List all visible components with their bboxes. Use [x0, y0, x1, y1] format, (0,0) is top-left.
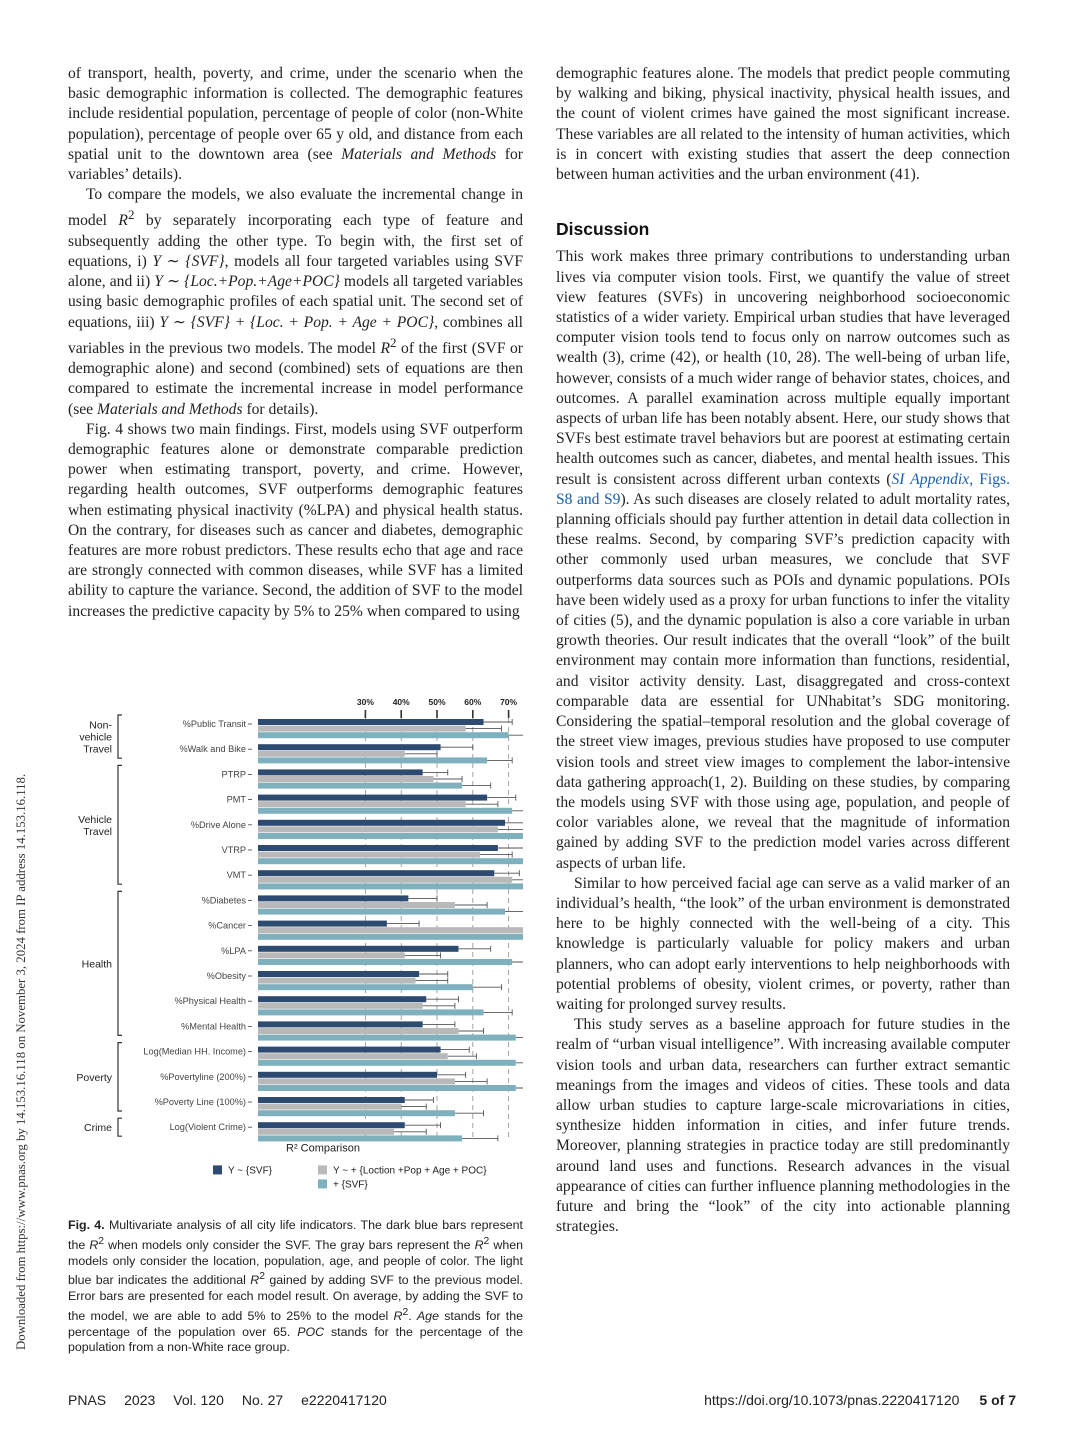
bar-demographic	[258, 826, 498, 832]
bar-svf	[258, 870, 494, 876]
legend-swatch-svf	[213, 1165, 222, 1174]
group-label: Travel	[83, 825, 112, 838]
legend-label-svf: Y ~ {SVF}	[228, 1165, 273, 1177]
bar-combined	[258, 959, 512, 965]
category-label: %Diabetes	[201, 895, 246, 906]
figure-4	[68, 690, 523, 1210]
bar-combined	[258, 808, 512, 814]
bar-combined	[258, 1035, 516, 1041]
equation-1: Y ∼ {SVF}	[152, 253, 225, 271]
page-footer	[68, 1392, 1048, 1414]
footer-doi-link[interactable]: https://doi.org/10.1073/pnas.2220417120	[704, 1392, 960, 1408]
legend-swatch-combined	[318, 1179, 327, 1188]
download-note-text: Downloaded from https://www.pnas.org by 14.153.16.118 on November 3, 2024 from IP address 14.153.16.118.	[14, 773, 28, 1350]
equation-2: Y ∼ {Loc.+Pop.+Age+POC}	[154, 273, 340, 291]
figure-caption: Fig. 4. Multivariate analysis of all city life indicators. The dark blue bars represent the $R^2$ when models only consider the SVF. The gray bars represent the $R^2$ when models only consider the location, population, age, and people of color. The light blue bar indicates the additional $R^2$ gained by adding SVF to the previous model. Error bars are presented for each model result. On average, by adding the SVF to the model, we are able to add 5% to 25% to the model $R^2$. Age stands for the percentage of the population over 65. POC stands for the percentage of the population from a non-White race group.	[68, 1218, 523, 1355]
bar-svf	[258, 921, 387, 927]
footer-number: No. 27	[241, 1392, 284, 1408]
bar-combined	[258, 909, 505, 915]
bar-combined	[258, 934, 523, 940]
group-label: Non-	[89, 719, 112, 732]
bar-svf	[258, 1047, 441, 1053]
download-note	[10, 690, 28, 1350]
legend-label-combined: + {SVF}	[333, 1179, 368, 1191]
bar-svf	[258, 769, 423, 775]
bar-demographic	[258, 978, 416, 984]
group-label: Crime	[84, 1122, 112, 1135]
bar-svf	[258, 1122, 405, 1128]
group-label: vehicle	[79, 731, 112, 744]
bar-svf	[258, 820, 505, 826]
bar-svf	[258, 946, 458, 952]
right-paragraph-4: This study serves as a baseline approach for future studies in the realm of “urban visual intelligence”. With increasing available computer vision tools and urban data, researchers can further extract semantic meanings from the images and videos of cities. These tools and data allow urban studies to capture large-scale microvariations in cities, synthesize hidden information in cities, and infer future trends. Moreover, planning strategies in practice today are still predominantly around land uses and functions. Research advances in the visual appearance of cities can further influence planning methodologies in the future and bring the “look” of the city into actionable planning strategies.	[556, 1016, 1010, 1236]
x-tick-label: 60%	[464, 697, 482, 707]
left-paragraph-1: of transport, health, poverty, and crime, under the scenario when the basic demographic information is collected. The demographic features include residential population, percentage of people of color (non-White population), percentage of people over 65 y old, and distance from each spatial unit to the downtown area (see Materials and Methods for variables’ details).	[68, 65, 523, 184]
bar-demographic	[258, 726, 466, 732]
category-label: PTRP	[221, 769, 246, 780]
bar-demographic	[258, 801, 466, 807]
bar-combined	[258, 757, 487, 763]
bar-demographic	[258, 1104, 401, 1110]
bar-combined	[258, 984, 473, 990]
group-bracket	[118, 765, 122, 884]
bar-combined	[258, 783, 462, 789]
bar-svf	[258, 895, 408, 901]
bar-demographic	[258, 902, 455, 908]
caption-label: Fig. 4.	[68, 1218, 105, 1232]
x-tick-label: 70%	[500, 697, 518, 707]
category-label: %Obesity	[206, 971, 246, 981]
category-label: %Mental Health	[181, 1021, 246, 1032]
group-bracket	[118, 715, 122, 758]
category-label: %Walk and Bike	[179, 744, 246, 755]
bar-combined	[258, 833, 523, 839]
si-appendix-link[interactable]: SI Appendix, Figs. S8 and S9	[556, 470, 1010, 508]
group-bracket	[118, 1043, 122, 1111]
r2-comparison-chart	[68, 690, 523, 1210]
x-tick-label: 30%	[356, 697, 374, 707]
category-label: %Cancer	[208, 920, 246, 931]
right-paragraph-1: demographic features alone. The models that predict people commuting by walking and biking, physical inactivity, physical health issues, and the count of violent crimes have gained the most significant increase. These variables are all related to the intensity of human activities, which is in concert with existing studies that assert the deep connection between human activities and the urban environment (41).	[556, 65, 1010, 184]
bar-combined	[258, 1135, 462, 1141]
category-label: %Public Transit	[182, 719, 246, 729]
category-label: VMT	[226, 870, 246, 881]
bar-demographic	[258, 952, 405, 958]
bar-svf	[258, 1021, 423, 1027]
bar-combined	[258, 1085, 516, 1091]
bar-svf	[258, 845, 498, 851]
bar-demographic	[258, 852, 480, 858]
right-column	[556, 64, 1010, 1237]
bar-demographic	[258, 1003, 423, 1009]
bar-demographic	[258, 1129, 394, 1135]
footer-year: 2023	[124, 1392, 156, 1408]
bar-combined	[258, 1060, 516, 1066]
footer-eid: e2220417120	[301, 1392, 387, 1408]
x-tick-label: 50%	[428, 697, 446, 707]
bar-combined	[258, 732, 509, 738]
bar-demographic	[258, 776, 433, 782]
bar-svf	[258, 971, 419, 977]
bar-svf	[258, 1072, 437, 1078]
footer-journal: PNAS	[68, 1392, 107, 1408]
bar-demographic	[258, 1053, 448, 1059]
x-tick-label: 40%	[392, 697, 410, 707]
category-label: %LPA	[221, 945, 246, 956]
category-label: PMT	[226, 794, 246, 805]
bar-svf	[258, 795, 487, 801]
category-label: %Poverty Line (100%)	[154, 1097, 246, 1107]
bar-demographic	[258, 1078, 455, 1084]
left-paragraph-3: Fig. 4 shows two main findings. First, models using SVF outperform demographic features alone or demonstrate comparable prediction power when estimating transport, poverty, and crime. However, regarding health outcomes, SVF outperforms demographic features when estimating physical inactivity (%LPA) and physical health status. On the contrary, for diseases such as cancer and diabetes, demographic features are more robust predictors. These results echo that age and race are strongly connected with common diseases, while SVF has a limited ability to capture the variance. Second, the addition of SVF to the model increases the predictive capacity by 5% to 25% when compared to using	[68, 420, 523, 620]
bar-combined	[258, 1110, 455, 1116]
bar-combined	[258, 858, 523, 864]
bar-svf	[258, 744, 441, 750]
group-label: Vehicle	[78, 813, 112, 826]
bar-demographic	[258, 751, 405, 757]
category-label: %Drive Alone	[190, 819, 246, 830]
group-label: Health	[81, 958, 112, 971]
bar-demographic	[258, 1028, 458, 1034]
discussion-heading: Discussion	[556, 219, 650, 240]
category-label: Log(Median HH. Income)	[143, 1046, 246, 1057]
bar-combined	[258, 883, 523, 889]
right-paragraph-2: This work makes three primary contributions to understanding urban lives via computer vision tools. First, we quantify the value of street view features (SVFs) in uncovering neighborhood socioeconomic statistics of a wider variety. Empirical urban studies that have leveraged computer vision tools tend to focus only on narrow outcomes such as wealth (3), crime (42), or health (10, 28). The well-being of urban life, however, consists of a much wider range of behavior states, choices, and outcomes. A parallel examination across multiple equally important aspects of urban life has been notably absent. Here, our study shows that SVFs best estimate travel behaviors but are poorest at estimating certain health outcomes such as cancer, diabetes, and mental health issues. This result is consistent across different urban contexts (SI Appendix, Figs. S8 and S9). As such diseases are closely related to adult mortality rates, planning officials should pay further attention in detail data collection in these realms. Second, by comparing SVF’s prediction capacity with other commonly used urban measures, we conclude that SVF outperforms data sources such as POIs and dynamic populations. POIs have been widely used as a proxy for urban functions to infer the vitality of cities (5), and the dynamic population is also a core variable in urban growth theories. Our result indicates that the overall “look” of the built environment may contain more information than functions, residential, and visitor activity density. Last, disaggregated and cross-context comparable data are essential for UNhabitat’s SDG monitoring. Considering the spatial–temporal resolution and the global coverage of the street view images, previous studies have proposed to use computer vision tools and street view images to complement the labor-intensive data gathering approach(1, 2). Building on these studies, by comparing the models using SVF with those using age, population, and people of color variables alone, we reveal that the magnitude of information gained by adding SVF to the prediction model varies across different aspects of urban life.	[556, 248, 1010, 872]
left-column	[68, 64, 523, 622]
category-label: %Povertyline (200%)	[160, 1071, 246, 1082]
category-label: Log(Violent Crime)	[169, 1122, 246, 1133]
x-axis-label: R² Comparison	[286, 1142, 360, 1155]
footer-page: 5 of 7	[979, 1392, 1016, 1408]
group-bracket	[118, 1118, 122, 1136]
bar-combined	[258, 1009, 484, 1015]
right-paragraph-3: Similar to how perceived facial age can serve as a valid marker of an individual’s health, “the look” of the urban environment is demonstrated here to be highly connected with the well-being of a city. This knowledge is particularly valuable for policy makers and urban planners, who can adopt early interventions to help neighborhoods with potential problems of obesity, violent crimes, or poverty, rather than waiting for prolonged survey results.	[556, 874, 1010, 1013]
bar-svf	[258, 1097, 405, 1103]
footer-volume: Vol. 120	[173, 1392, 224, 1408]
group-label: Poverty	[76, 1071, 112, 1084]
bar-demographic	[258, 927, 523, 933]
legend-label-demographic: Y ~ + {Loction +Pop + Age + POC}	[333, 1165, 487, 1177]
bar-svf	[258, 996, 426, 1002]
group-label: Travel	[83, 743, 112, 756]
bar-svf	[258, 719, 484, 725]
bar-demographic	[258, 877, 512, 883]
legend-swatch-demographic	[318, 1165, 327, 1174]
left-paragraph-2: To compare the models, we also evaluate the incremental change in model $R^2$ by separately incorporating each type of feature and subsequently adding the other type. To begin with, the first set of equations, i) Y ∼ {SVF}, models all four targeted variables using SVF alone, and ii) Y ∼ {Loc.+Pop.+Age+POC} models all targeted variables using basic demographic profiles of each spatial unit. The second set of equations, iii) Y ∼ {SVF} + {Loc. + Pop. + Age + POC}, combines all variables in the previous two models. The model $R^2$ of the first (SVF or demographic alone) and second (combined) sets of equations are then compared to estimate the incremental increase in model performance (see Materials and Methods for details).	[68, 186, 524, 418]
category-label: VTRP	[221, 845, 246, 855]
category-label: %Physical Health	[174, 996, 246, 1007]
equation-3: Y ∼ {SVF} + {Loc. + Pop. + Age + POC}	[159, 313, 435, 331]
group-bracket	[118, 891, 122, 1035]
